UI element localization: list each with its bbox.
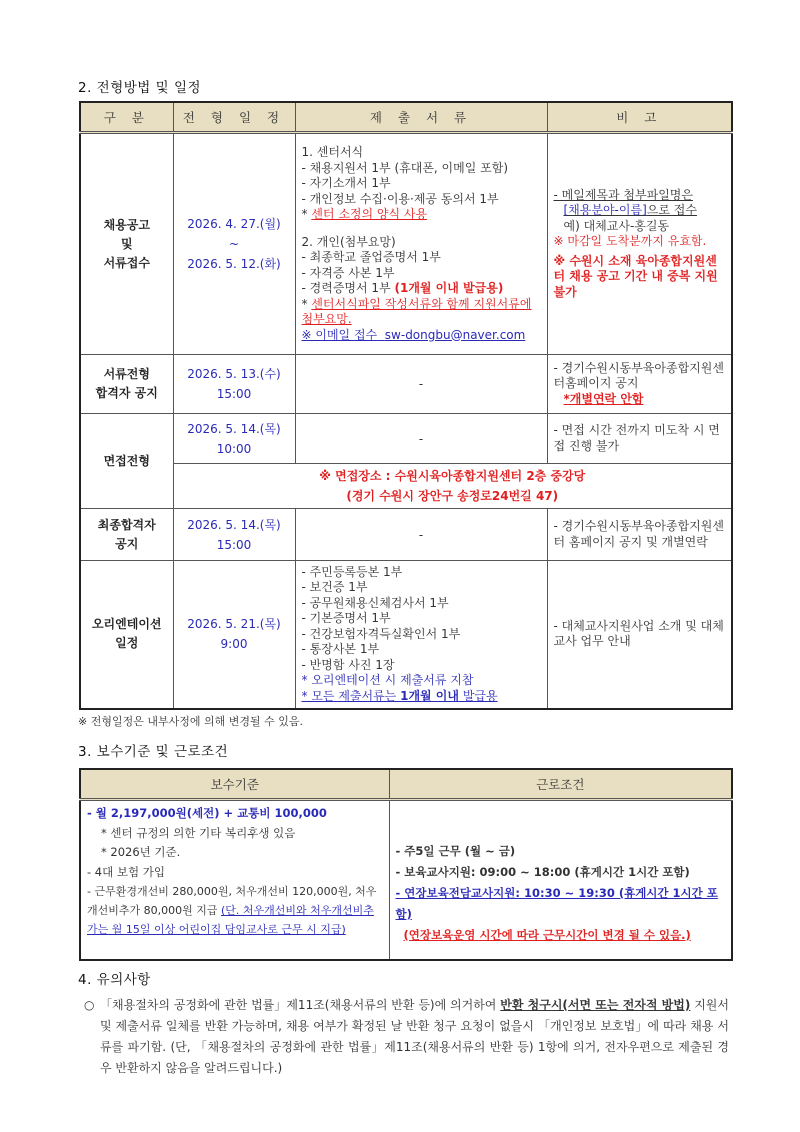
remarks-document-result (547, 355, 732, 414)
time: 15:00 (216, 537, 252, 552)
schedule-footnote: ※ 전형일정은 내부사정에 의해 변경될 수 있음. (78, 715, 303, 728)
category-line: 및 (120, 236, 133, 251)
remarks-final-result: - 경기수원시동부육아종합지원센터 홈페이지 공지 및 개별연락 (547, 509, 732, 561)
category-line: 채용공고 (103, 217, 150, 232)
note-bracket: [채용분야-이름] (563, 203, 647, 218)
star-mark: * (301, 207, 308, 221)
docs-note-validity (302, 689, 541, 705)
category-document-result (80, 355, 173, 414)
work-days: - 주5일 근무 (월 ~ 금) (395, 844, 516, 858)
remarks-interview: - 면접 시간 전까지 미도착 시 면접 진행 불가 (547, 414, 732, 464)
salary-basis: * 2026년 기준. (101, 845, 181, 859)
docs-item: - 채용지원서 1부 (휴대폰, 이메일 포함) (301, 160, 509, 175)
date: 2026. 5. 14.(목) (187, 517, 281, 532)
docs-item: - 최종학교 졸업증명서 1부 (301, 250, 441, 264)
time: 9:00 (220, 637, 248, 652)
email-line (302, 328, 541, 344)
remarks-application (547, 133, 732, 355)
notice-paragraph (84, 995, 729, 1079)
pay-header-row (80, 769, 732, 800)
note-line: - 경기수원시동부육아종합지원센터홈페이지 공지 (553, 360, 724, 391)
docs-note: 센터 소정의 양식 사용 (311, 207, 428, 221)
table-row-orientation (80, 561, 732, 709)
section-4-title: 4. 유의사항 (78, 972, 151, 988)
header-category: 구 분 (80, 102, 173, 133)
docs-group-title: 2. 개인(첨부요망) (301, 234, 396, 249)
date-interview (173, 414, 295, 464)
allowance-condition: (단. 처우개선비와 처우개선비추가는 월 15일 이상 어린이집 담임교사로 근무 시 지급) (87, 904, 374, 936)
docs-item: - 보건증 1부 (301, 580, 368, 594)
circle-bullet-icon: ○ (84, 998, 95, 1012)
work-hours-note: (연장보육운영 시간에 따라 근무시간이 변경 될 수 있음.) (403, 928, 691, 942)
category-line: 일정 (115, 636, 139, 651)
note-duplicate: ※ 수원시 소재 육아종합지원센터 채용 공고 기간 내 중복 지원 불가 (553, 253, 718, 299)
category-line: 최종합격자 (97, 517, 156, 532)
header-schedule: 전 형 일 정 (173, 102, 295, 133)
docs-item-career (302, 281, 541, 297)
interview-venue (173, 464, 732, 509)
schedule-header-row (80, 102, 732, 133)
allowance: - 근무환경개선비 280,000원, 처우개선비 120,000원, 처우개선비추가 80,000원 지급 (87, 885, 377, 917)
header-pay: 보수기준 (80, 769, 389, 800)
documents-document-result: - (295, 355, 547, 414)
category-orientation (80, 561, 173, 709)
category-line: 서류접수 (103, 255, 150, 270)
category-line: 서류전형 (103, 367, 150, 381)
note-deadline: ※ 마감일 도착분까지 유효함. (553, 234, 707, 249)
header-remarks: 비 고 (547, 102, 732, 133)
allowance-block (87, 882, 383, 939)
schedule-table (79, 101, 733, 710)
category-interview: 면접전형 (80, 414, 173, 509)
category-line: 공지 (115, 536, 139, 551)
date-application (173, 133, 295, 355)
table-row-document-result (80, 355, 732, 414)
date: 2026. 5. 14.(목) (187, 421, 281, 436)
star-mark: * (301, 296, 308, 311)
venue-address: (경기 수원시 장안구 송정로24번길 47) (346, 489, 559, 503)
remarks-orientation: - 대체교사지원사업 소개 및 대체교사 업무 안내 (547, 561, 732, 709)
docs-group-title: 1. 센터서식 (301, 145, 364, 159)
insurance: - 4대 보험 가입 (87, 864, 165, 879)
docs-item: - 통장사본 1부 (301, 642, 380, 656)
docs-item: - 공무원채용신체검사서 1부 (301, 595, 449, 610)
work-hours-teacher: - 보육교사지원: 09:00 ~ 18:00 (휴게시간 1시간 포함) (395, 865, 690, 879)
header-documents: 제 출 서 류 (295, 102, 547, 133)
date-final-result (173, 509, 295, 561)
note-line: - 메일제목과 첨부파일명은 (553, 187, 693, 202)
table-row-final-result (80, 509, 732, 561)
notice-text-pre: 「채용절차의 공정화에 관한 법률」제11조(채용서류의 반환 등)에 의거하여 (100, 998, 501, 1012)
welfare: * 센터 규정의 의한 기타 복리후생 있음 (101, 825, 296, 840)
docs-item: - 반명함 사진 1장 (301, 657, 395, 672)
section-2-title: 2. 전형방법 및 일정 (78, 80, 202, 96)
pay-conditions-table (79, 768, 733, 961)
table-row-application (80, 133, 732, 355)
header-work: 근로조건 (389, 769, 732, 800)
date: 2026. 5. 21.(목) (187, 617, 281, 632)
table-row-interview (80, 414, 732, 464)
documents-orientation (295, 561, 547, 709)
docs-item: - 자격증 사본 1부 (301, 265, 395, 280)
docs-item: - 개인정보 수집·이용·제공 동의서 1부 (301, 191, 499, 206)
note-post: 발급용 (459, 688, 498, 703)
work-conditions (389, 800, 732, 960)
venue-line: ※ 면접장소 : 수원시육아종합지원센터 2층 중강당 (319, 469, 586, 483)
date-separator: ~ (228, 237, 240, 251)
date-start: 2026. 4. 27.(월) (187, 217, 281, 231)
docs-item: - 기본증명서 1부 (301, 611, 391, 625)
time: 15:00 (216, 387, 252, 401)
salary: - 월 2,197,000원(세전) + 교통비 100,000 (87, 806, 327, 820)
section-3-title: 3. 보수기준 및 근로조건 (78, 744, 229, 760)
docs-note-row (302, 207, 541, 223)
pay-standards (80, 800, 389, 960)
date-document-result (173, 355, 295, 414)
category-application (80, 133, 173, 355)
notice-text-post: 지원서 및 제출서류 일체를 반환 가능하며, 채용 여부가 확정된 날 반환 청구 요청이 없을시 「개인정보 보호법」에 따라 채용 서류를 파기함. (단, 「채용절차의 공정화에 관한 법률」제11조(채용서류의 반환 등) 1항에 의거, 전자우편으로 제출된 경우 반환하지 않음을 알려드립니다.) (100, 998, 729, 1075)
documents-final-result: - (295, 509, 547, 561)
career-item: - 경력증명서 1부 (301, 281, 391, 295)
note-no-contact: *개별연락 안함 (563, 391, 644, 406)
table-row-interview-venue (80, 464, 732, 509)
category-line: 오리엔테이션 (91, 617, 162, 632)
spacer (302, 223, 541, 235)
notice-text-bold: 반환 청구시(서면 또는 전자적 방법) (500, 998, 691, 1012)
docs-note: 센터서식파일 작성서류와 함께 지원서류에 첨부요망. (301, 296, 532, 326)
work-hours-extended: - 연장보육전담교사지원: 10:30 ~ 19:30 (휴게시간 1시간 포함) (395, 886, 718, 921)
docs-item: - 건강보험자격득실확인서 1부 (301, 626, 461, 641)
docs-note-row (302, 297, 541, 328)
notice-body (84, 995, 729, 1079)
note-bold: 1개월 이내 (400, 688, 459, 703)
docs-item: - 주민등록등본 1부 (301, 564, 403, 579)
time: 10:00 (216, 441, 252, 456)
category-final-result (80, 509, 173, 561)
category-line: 합격자 공지 (95, 386, 158, 400)
docs-note-bring: * 오리엔테이션 시 제출서류 지참 (301, 673, 474, 687)
note-pre: * 모든 제출서류는 (301, 688, 401, 703)
docs-item: - 자기소개서 1부 (301, 176, 391, 190)
note-line (554, 203, 726, 219)
pay-content-row (80, 800, 732, 960)
date-end: 2026. 5. 12.(화) (187, 257, 281, 271)
email-prefix: ※ 이메일 접수 (301, 327, 378, 342)
documents-application (295, 133, 547, 355)
date: 2026. 5. 13.(수) (187, 367, 281, 381)
note-example: 예) 대체교사-홍길동 (563, 218, 670, 233)
career-note: (1개월 이내 발급용) (394, 281, 504, 295)
date-orientation (173, 561, 295, 709)
documents-interview: - (295, 414, 547, 464)
email-link[interactable]: sw-dongbu@naver.com (384, 327, 526, 342)
note-rest: 으로 접수 (646, 203, 697, 218)
